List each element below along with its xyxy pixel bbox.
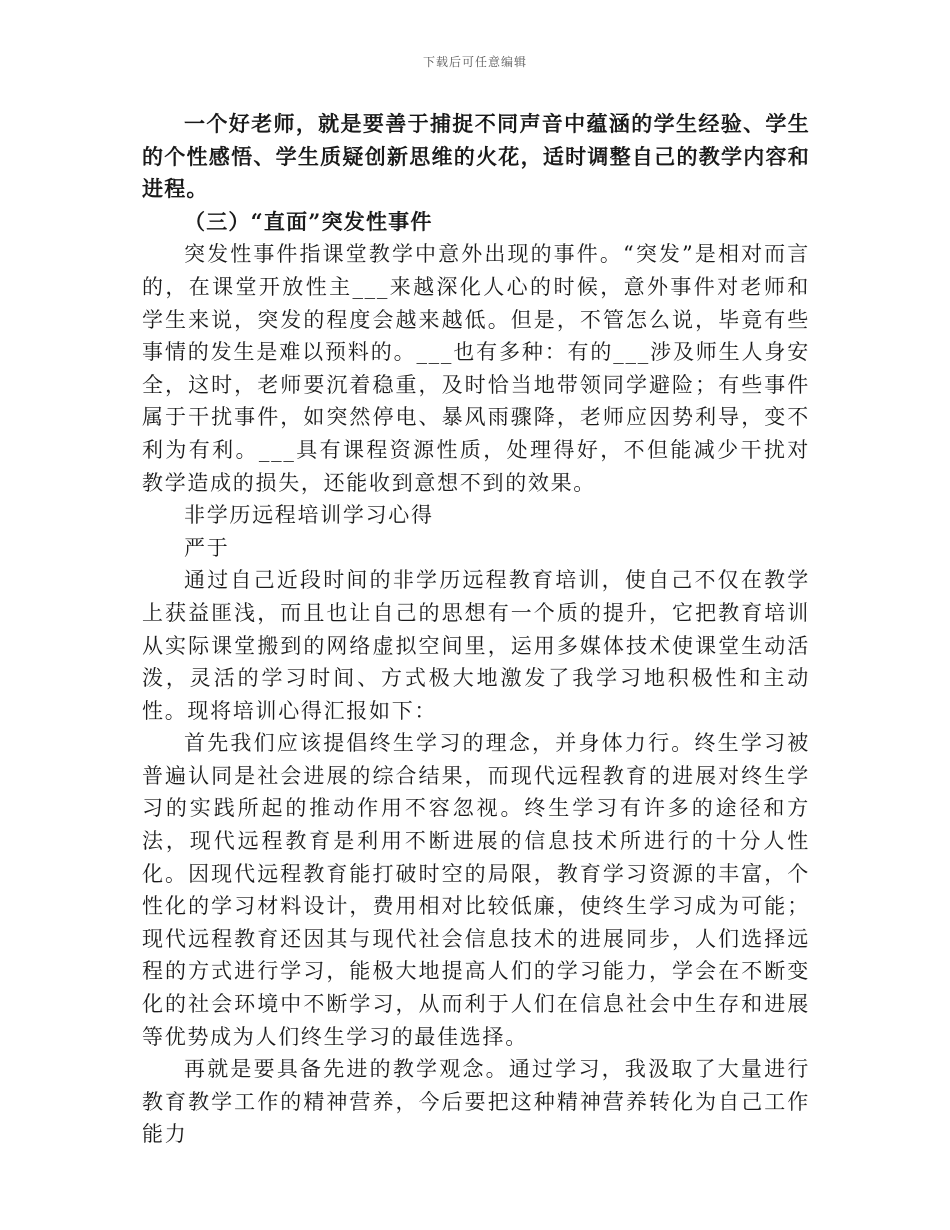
page-header: 下载后可任意编辑 (422, 55, 527, 69)
intro-paragraph: 一个好老师，就是要善于捕捉不同声音中蕴涵的学生经验、学生的个性感悟、学生质疑创新思维的火花，适时调整自己的教学内容和进程。 (142, 111, 810, 202)
author-name: 严于 (184, 535, 230, 560)
article-title: 非学历远程培训学习心得 (184, 503, 434, 528)
body-paragraph-3: 再就是要具备先进的教学观念。通过学习，我汲取了大量进行教育教学工作的精神营养，今后要把这种精神营养转化为自己工作能力 (142, 1057, 810, 1147)
section-heading: （三）“直面”突发性事件 (184, 208, 433, 234)
body-paragraph-2: 首先我们应该提倡终生学习的理念，并身体力行。终生学习被普遍认同是社会进展的综合结果，而现代远程教育的进展对终生学习的实践所起的推动作用不容忽视。终生学习有许多的途径和方法，现代远程教育是利用不断进展的信息技术所进行的十分人性化。因现代远程教育能打破时空的局限，教育学习资源的丰富，个性化的学习材料设计，费用相对比较低廉，使终生学习成为可能；现代远程教育还因其与现代社会信息技术的进展同步，人们选择远程的方式进行学习，能极大地提高人们的学习能力，学会在不断变化的社会环境中不断学习，从而利于人们在信息社会中生存和进展等优势成为人们终生学习的最佳选择。 (142, 731, 810, 1049)
body-paragraph-1: 通过自己近段时间的非学历远程教育培训，使自己不仅在教学上获益匪浅，而且也让自己的思想有一个质的提升，它把教育培训从实际课堂搬到的网络虚拟空间里，运用多媒体技术使课堂生动活泼，灵活的学习时间、方式极大地激发了我学习地积极性和主动性。现将培训心得汇报如下： (142, 568, 810, 723)
section-paragraph: 突发性事件指课堂教学中意外出现的事件。“突发”是相对而言的，在课堂开放性主___来越深化人心的时候，意外事件对老师和学生来说，突发的程度会越来越低。但是，不管怎么说，毕竟有些事情的发生是难以预料的。___也有多种：有的___涉及师生人身安全，这时，老师要沉着稳重，及时恰当地带领同学避险；有些事件属于干扰事件，如突然停电、暴风雨骤降，老师应因势利导，变不利为有利。___具有课程资源性质，处理得好，不但能减少干扰对教学造成的损失，还能收到意想不到的效果。 (142, 242, 810, 495)
document-body (142, 108, 810, 1151)
